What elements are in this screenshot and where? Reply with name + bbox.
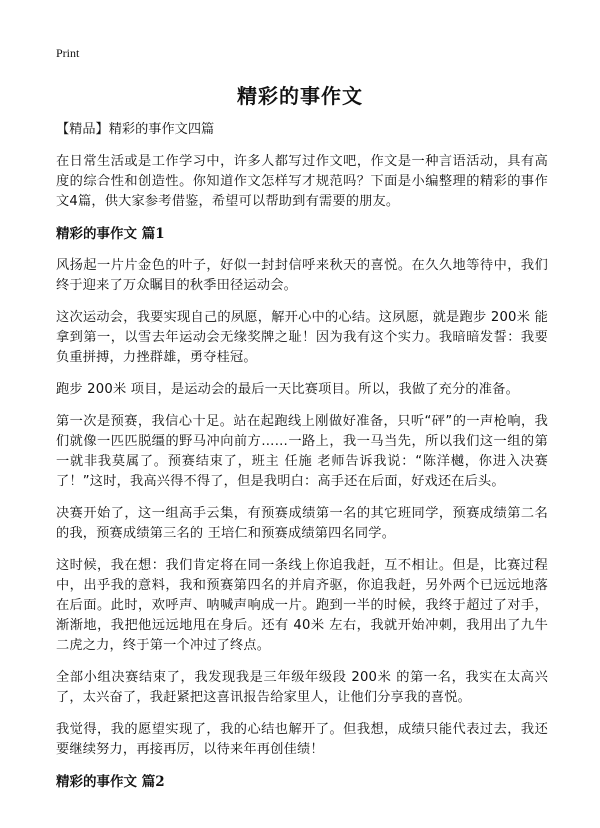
paragraph: 跑步 200米 项目，是运动会的最后一天比赛项目。所以，我做了充分的准备。 <box>56 382 519 397</box>
section-heading-1: 精彩的事作文 篇1 <box>56 226 165 242</box>
article-subtitle: 【精品】精彩的事作文四篇 <box>56 122 215 137</box>
section-heading-2: 精彩的事作文 篇2 <box>56 774 165 790</box>
print-link[interactable]: Print <box>56 46 80 60</box>
paragraph: 这时候，我在想：我们肯定将在同一条线上你追我赶，互不相让。但是，比赛过程中，出乎我的意料，我和预赛第四名的并肩齐驱，你追我赶，另外两个已远远地落在后面。此时，欢呼声、呐喊声响成一片。跑到一半的时候，我终于超过了对手，渐渐地，我把他远远地甩在身后。还有 40米 左右，我就开始冲刺，我用出了九牛二虎之力，终于第一个冲过了终点。 <box>56 558 548 653</box>
paragraph: 全部小组决赛结束了，我发现我是三年级年级段 200米 的第一名，我实在太高兴了，太兴奋了，我赶紧把这喜讯报告给家里人，让他们分享我的喜悦。 <box>56 670 548 705</box>
paragraph: 第一次是预赛，我信心十足。站在起跑线上刚做好准备，只听“砰”的一声枪响，我们就像一匹匹脱缰的野马冲向前方……一路上，我一马当先，所以我们这一组的第一就非我莫属了。预赛结束了，班主 任施 老师告诉我说：“陈洋樾，你进入决赛了！”这时，我高兴得不得了，但是我明白：高手还在后面，好戏还在后头。 <box>56 414 548 489</box>
paragraph: 这次运动会，我要实现自己的夙愿，解开心中的心结。这夙愿，就是跑步 200米 能拿到第一，以雪去年运动会无缘奖牌之耻！因为我有这个实力。我暗暗发誓：我要负重拼搏，力挫群雄，勇夺桂冠。 <box>56 310 548 365</box>
intro-paragraph: 在日常生活或是工作学习中，许多人都写过作文吧，作文是一种言语活动，具有高度的综合性和创造性。你知道作文怎样写才规范吗？下面是小编整理的精彩的事作文4篇，供大家参考借鉴，希望可以帮助到有需要的朋友。 <box>56 154 548 209</box>
paragraph: 风扬起一片片金色的叶子，好似一封封信呼来秋天的喜悦。在久久地等待中，我们终于迎来了万众瞩目的秋季田径运动会。 <box>56 258 548 293</box>
page-title: 精彩的事作文 <box>237 84 363 108</box>
article-body <box>56 120 548 804</box>
paragraph: 我觉得，我的愿望实现了，我的心结也解开了。但我想，成绩只能代表过去，我还要继续努力，再接再厉，以待来年再创佳绩！ <box>56 722 548 757</box>
paragraph: 决赛开始了，这一组高手云集，有预赛成绩第一名的其它班同学，预赛成绩第二名的我，预赛成绩第三名的 王培仁和预赛成绩第四名同学。 <box>56 506 548 541</box>
